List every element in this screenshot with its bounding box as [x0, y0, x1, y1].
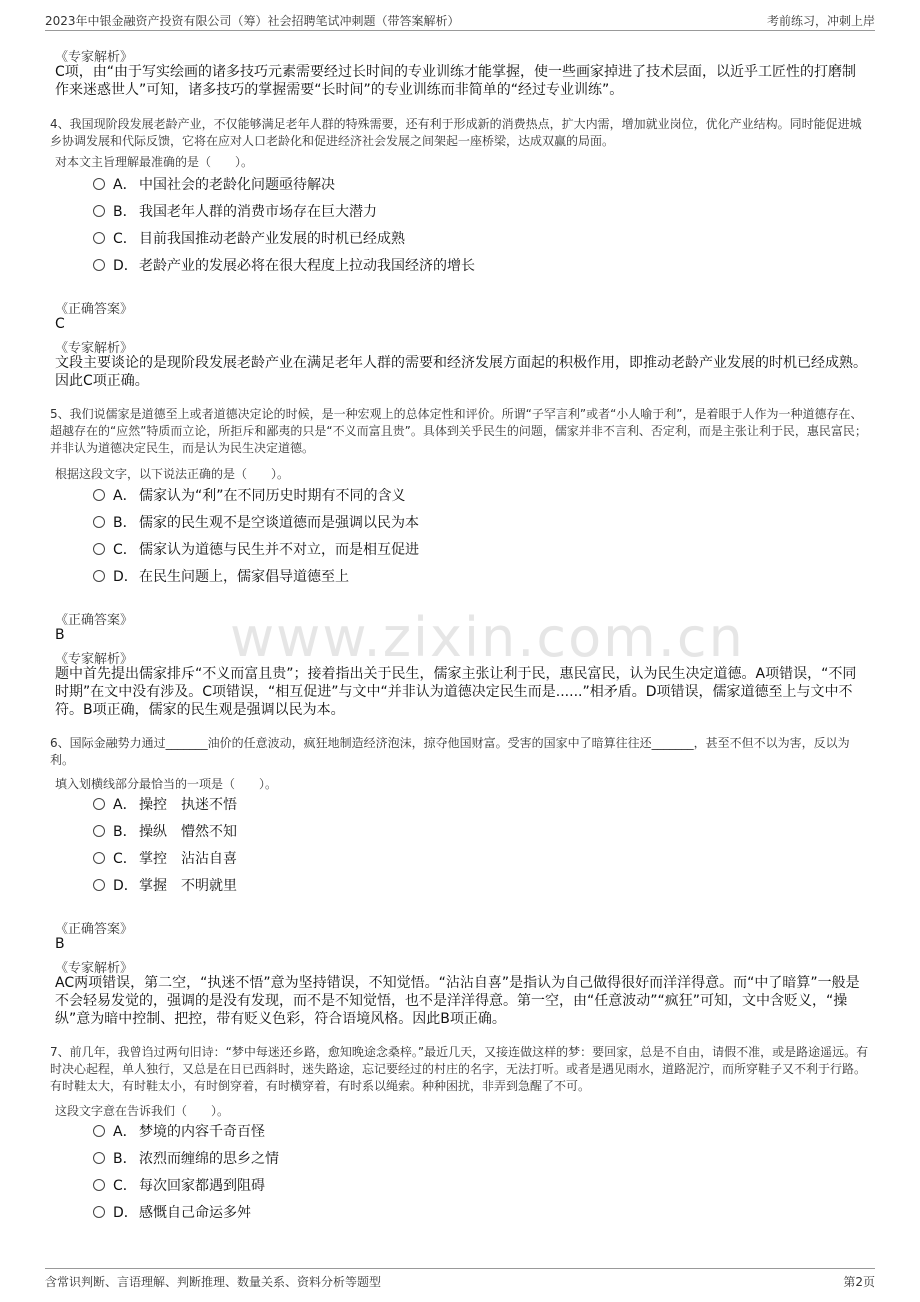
- radio-icon[interactable]: [93, 798, 105, 810]
- q4-option-c[interactable]: C． 目前我国推动老龄产业发展的时机已经成熟: [93, 229, 405, 249]
- q7-stem: 7、前几年，我曾诌过两句旧诗：“梦中每迷还乡路，愈知晚途念桑梓。”最近几天，又接连做这样的梦：要回家，总是不自由，请假不准，或是路途遥远。有时决心起程，单人独行，又总是在日已西斜时，迷失路途，忘记要经过的村庄的名字，无法打听。或者是遇见雨水，道路泥泞，而所穿鞋子又不利于行路。有时鞋太大，有时鞋太小，有时倒穿着，有时横穿着，有时系以绳索。种种困扰，非弄到急醒了不可。: [50, 1045, 869, 1093]
- analysis-label: 《专家解析》: [55, 341, 134, 356]
- q4-ask: 对本文主旨理解最准确的是（ ）。: [55, 155, 254, 169]
- q6-ask: 填入划横线部分最恰当的一项是（ ）。: [55, 777, 278, 791]
- q5-option-c[interactable]: C． 儒家认为道德与民生并不对立，而是相互促进: [93, 540, 419, 560]
- q7-option-b[interactable]: B． 浓烈而缠绵的思乡之情: [93, 1149, 279, 1169]
- q6-option-a[interactable]: A． 操控 执迷不悟: [93, 795, 237, 815]
- watermark: www.zixin.com.cn: [230, 606, 745, 669]
- q6-option-b[interactable]: B． 操纵 懵然不知: [93, 822, 237, 842]
- q4-analysis: 文段主要谈论的是现阶段发展老龄产业在满足老年人群的需要和经济发展方面起的积极作用，即推动老龄产业发展的时机已经成熟。因此C项正确。: [55, 355, 867, 389]
- q7-option-a[interactable]: A． 梦境的内容千奇百怪: [93, 1122, 265, 1142]
- radio-icon[interactable]: [93, 852, 105, 864]
- answer-label: 《正确答案》: [55, 302, 134, 317]
- radio-icon[interactable]: [93, 825, 105, 837]
- q6-option-d[interactable]: D．掌握 不明就里: [93, 876, 237, 896]
- radio-icon[interactable]: [93, 205, 105, 217]
- page-footer: [45, 1268, 875, 1291]
- radio-icon[interactable]: [93, 232, 105, 244]
- radio-icon[interactable]: [93, 879, 105, 891]
- q3-analysis: C项，由“由于写实绘画的诸多技巧元素需要经过长时间的专业训练才能掌握，使一些画家掉进了技术层面，以近乎工匠性的打磨制作来迷惑世人”可知，诸多技巧的掌握需要“长时间”的专业训练而非简单的“经过专业训练”。: [55, 64, 857, 98]
- q4-option-b[interactable]: B． 我国老年人群的消费市场存在巨大潜力: [93, 202, 377, 222]
- q4-option-a[interactable]: A． 中国社会的老龄化问题亟待解决: [93, 175, 335, 195]
- footer-categories: 含常识判断、言语理解、判断推理、数量关系、资料分析等题型: [45, 1275, 382, 1289]
- q7-option-d[interactable]: D．感慨自己命运多舛: [93, 1203, 251, 1223]
- q6-analysis: AC两项错误，第二空，“执迷不悟”意为坚持错误，不知觉悟。“沾沾自喜”是指认为自己做得很好而洋洋得意。而“中了暗算”一般是不会轻易发觉的，强调的是没有发现，而不是不知觉悟，也不是洋洋得意。第一空，由“任意波动”“疯狂”可知，文中含贬义，“操纵”意为暗中控制、把控，带有贬义色彩，符合语境风格。因此B项正确。: [55, 975, 860, 1027]
- radio-icon[interactable]: [93, 1179, 105, 1191]
- q5-option-d[interactable]: D．在民生问题上，儒家倡导道德至上: [93, 567, 349, 587]
- answer-label: 《正确答案》: [55, 613, 134, 628]
- q7-ask: 这段文字意在告诉我们（ ）。: [55, 1104, 230, 1118]
- q5-option-a[interactable]: A． 儒家认为“利”在不同历史时期有不同的含义: [93, 486, 406, 506]
- radio-icon[interactable]: [93, 178, 105, 190]
- q5-answer: B: [55, 627, 65, 643]
- q5-analysis: 题中首先提出儒家排斥“不义而富且贵”；接着指出关于民生，儒家主张让利于民，惠民富民，认为民生决定道德。A项错误，“不同时期”在文中没有涉及。C项错误，“相互促进”与文中“并非认为道德决定民生而是......”相矛盾。D项错误，儒家道德至上与文中不符。B项正确，儒家的民生观是强调以民为本。: [55, 666, 857, 718]
- radio-icon[interactable]: [93, 570, 105, 582]
- analysis-label: 《专家解析》: [55, 961, 134, 976]
- q5-ask: 根据这段文字，以下说法正确的是（ ）。: [55, 467, 290, 481]
- q6-answer: B: [55, 936, 65, 952]
- radio-icon[interactable]: [93, 259, 105, 271]
- q4-option-d[interactable]: D．老龄产业的发展必将在很大程度上拉动我国经济的增长: [93, 256, 475, 276]
- page-number: 第2页: [843, 1275, 875, 1289]
- q6-stem: 6、国际金融势力通过_______油价的任意波动，疯狂地制造经济泡沫，掠夺他国财富。受害的国家中了暗算往往还_______，甚至不但不以为害，反以为利。: [50, 736, 850, 767]
- q4-stem: 4、我国现阶段发展老龄产业，不仅能够满足老年人群的特殊需要，还有利于形成新的消费热点，扩大内需，增加就业岗位，优化产业结构。同时能促进城乡协调发展和代际反馈，它将在应对人口老龄化和促进经济社会发展之间架起一座桥梁，达成双赢的局面。: [50, 117, 862, 148]
- document-title: 2023年中银金融资产投资有限公司（筹）社会招聘笔试冲刺题（带答案解析）: [45, 14, 460, 28]
- radio-icon[interactable]: [93, 516, 105, 528]
- header-tagline: 考前练习，冲刺上岸: [766, 14, 875, 28]
- q5-stem: 5、我们说儒家是道德至上或者道德决定论的时候，是一种宏观上的总体定性和评价。所谓“子罕言利”或者“小人喻于利”，是着眼于人作为一种道德存在、超越存在的“应然”特质而立论，所拒斥和鄙夷的只是“不义而富且贵”。具体到关乎民生的问题，儒家并非不言利、否定利，而是主张让利于民，惠民富民；并非认为道德决定民生，而是认为民生决定道德。: [50, 407, 867, 455]
- q5-option-b[interactable]: B． 儒家的民生观不是空谈道德而是强调以民为本: [93, 513, 419, 533]
- analysis-label: 《专家解析》: [55, 652, 134, 667]
- radio-icon[interactable]: [93, 489, 105, 501]
- page-header: [45, 10, 875, 31]
- radio-icon[interactable]: [93, 1152, 105, 1164]
- q6-option-c[interactable]: C． 掌控 沾沾自喜: [93, 849, 237, 869]
- q7-option-c[interactable]: C． 每次回家都遇到阻碍: [93, 1176, 265, 1196]
- q4-answer: C: [55, 316, 65, 332]
- radio-icon[interactable]: [93, 1125, 105, 1137]
- radio-icon[interactable]: [93, 543, 105, 555]
- analysis-label: 《专家解析》: [55, 50, 134, 65]
- answer-label: 《正确答案》: [55, 922, 134, 937]
- radio-icon[interactable]: [93, 1206, 105, 1218]
